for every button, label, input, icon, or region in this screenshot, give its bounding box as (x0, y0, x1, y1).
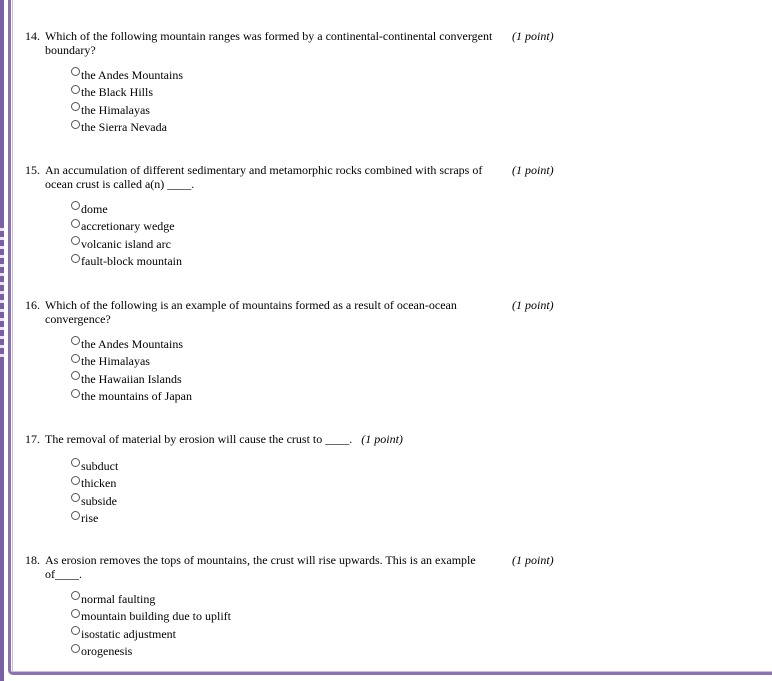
radio-button[interactable] (71, 201, 80, 210)
option-label: fault-block mountain (81, 254, 182, 269)
radio-button[interactable] (71, 591, 80, 600)
radio-button[interactable] (71, 389, 80, 398)
option-label: the Himalayas (81, 102, 150, 117)
question-number: 16. (25, 298, 40, 312)
answer-option[interactable] (71, 608, 565, 626)
answer-option[interactable] (71, 119, 565, 137)
left-window-edge (0, 0, 4, 681)
answer-option[interactable] (71, 370, 565, 388)
answer-option[interactable] (71, 625, 565, 643)
radio-button[interactable] (71, 493, 80, 502)
question-number: 15. (25, 163, 40, 177)
answer-options (71, 66, 565, 136)
radio-button[interactable] (71, 336, 80, 345)
question-number: 18. (25, 553, 40, 567)
option-label: the Himalayas (81, 354, 150, 369)
answer-option[interactable] (71, 475, 565, 493)
radio-button[interactable] (71, 644, 80, 653)
left-edge-markings (0, 228, 4, 358)
radio-button[interactable] (71, 67, 80, 76)
question-18 (25, 553, 565, 660)
answer-option[interactable] (71, 66, 565, 84)
answer-options (71, 200, 565, 270)
radio-button[interactable] (71, 102, 80, 111)
question-points: (1 point) (512, 163, 554, 177)
question-14 (25, 29, 565, 136)
radio-button[interactable] (71, 458, 80, 467)
question-points: (1 point) (512, 553, 554, 567)
question-points: (1 point) (512, 29, 554, 43)
question-text: The removal of material by erosion will cause the crust to ____. (45, 432, 353, 446)
option-label: dome (81, 201, 108, 216)
question-text: Which of the following is an example of mountains formed as a result of ocean-ocean convergence? (45, 298, 457, 326)
option-label: the Andes Mountains (81, 67, 183, 82)
question-points: (1 point) (512, 298, 554, 312)
radio-button[interactable] (71, 120, 80, 129)
radio-button[interactable] (71, 254, 80, 263)
answer-option[interactable] (71, 235, 565, 253)
answer-option[interactable] (71, 200, 565, 218)
option-label: the Andes Mountains (81, 336, 183, 351)
option-label: mountain building due to uplift (81, 609, 231, 624)
question-text: An accumulation of different sedimentary and metamorphic rocks combined with scraps of ocean crust is called a(n) ____. (45, 163, 483, 191)
question-number: 17. (25, 432, 40, 446)
answer-option[interactable] (71, 253, 565, 271)
option-label: thicken (81, 476, 117, 491)
answer-option[interactable] (71, 510, 565, 528)
answer-option[interactable] (71, 84, 565, 102)
answer-option[interactable] (71, 388, 565, 406)
option-label: volcanic island arc (81, 236, 171, 251)
answer-options (71, 335, 565, 405)
answer-option[interactable] (71, 218, 565, 236)
answer-option[interactable] (71, 335, 565, 353)
option-label: subduct (81, 458, 119, 473)
option-label: normal faulting (81, 591, 156, 606)
radio-button[interactable] (71, 85, 80, 94)
option-label: the Hawaiian Islands (81, 371, 182, 386)
option-label: the Sierra Nevada (81, 120, 167, 135)
question-text: As erosion removes the tops of mountains, the crust will rise upwards. This is an example of____. (45, 553, 476, 581)
question-17 (25, 432, 565, 527)
answer-option[interactable] (71, 457, 565, 475)
radio-button[interactable] (71, 354, 80, 363)
answer-options (71, 590, 565, 660)
answer-option[interactable] (71, 101, 565, 119)
option-label: accretionary wedge (81, 219, 175, 234)
radio-button[interactable] (71, 219, 80, 228)
option-label: the mountains of Japan (81, 389, 192, 404)
question-points: (1 point) (361, 432, 403, 446)
option-label: isostatic adjustment (81, 626, 176, 641)
radio-button[interactable] (71, 609, 80, 618)
answer-option[interactable] (71, 643, 565, 661)
radio-button[interactable] (71, 371, 80, 380)
radio-button[interactable] (71, 626, 80, 635)
option-label: orogenesis (81, 644, 133, 659)
question-16 (25, 298, 565, 405)
option-label: the Black Hills (81, 85, 153, 100)
radio-button[interactable] (71, 476, 80, 485)
answer-option[interactable] (71, 492, 565, 510)
answer-option[interactable] (71, 590, 565, 608)
option-label: rise (81, 511, 99, 526)
radio-button[interactable] (71, 511, 80, 520)
answer-option[interactable] (71, 353, 565, 371)
option-label: subside (81, 493, 117, 508)
radio-button[interactable] (71, 236, 80, 245)
question-15 (25, 163, 565, 270)
question-text: Which of the following mountain ranges was formed by a continental-continental convergent boundary? (45, 29, 493, 57)
question-number: 14. (25, 29, 40, 43)
answer-options (71, 457, 565, 527)
